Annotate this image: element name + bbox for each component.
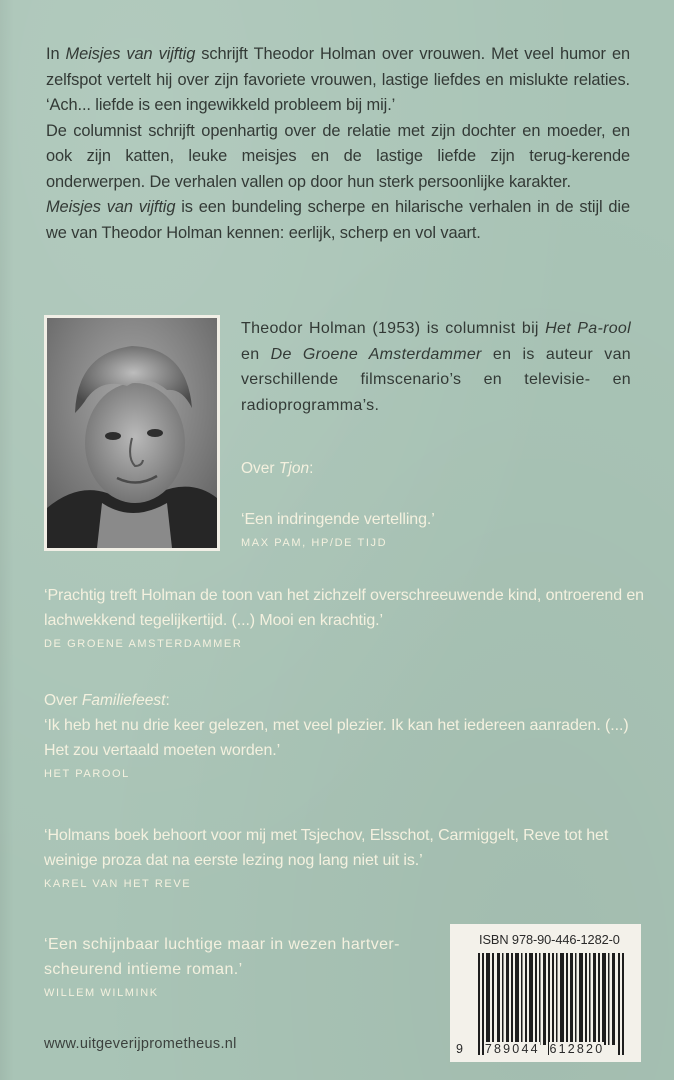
bio-text: Theodor Holman (1953) is columnist bij xyxy=(241,320,546,337)
review-source: WILLEM WILMINK xyxy=(44,987,159,999)
book-title: Meisjes van vijftig xyxy=(46,198,176,216)
blurb-text: schrijft Theodor Holman over vrouwen. Met veel humor en zelfspot vertelt hij over zijn favoriete vrouwen, lastige liefdes en mislukte relaties. ‘Ach... liefde is een ingewikkeld probleem bij mij.’ xyxy=(46,45,630,114)
review-familiefeest xyxy=(44,689,644,783)
punctuation: : xyxy=(309,460,314,477)
blurb-text: In xyxy=(46,45,66,63)
newspaper-name: Het Pa-rool xyxy=(545,320,631,337)
review-quote: ‘Een schijnbaar luchtige maar in wezen hartver-scheurend intieme roman.’ xyxy=(44,936,400,978)
review-heading xyxy=(241,457,641,481)
review-quote: ‘Ik heb het nu drie keer gelezen, met veel plezier. Ik kan het iedereen aanraden. (...) Het zou vertaald moeten worden.’ xyxy=(44,717,629,759)
over-label: Over xyxy=(241,460,279,477)
review-quote: ‘Prachtig treft Holman de toon van het zichzelf overschreeuwende kind, ontroerend en lachwekkend tegelijkertijd. (...) Mooi en krachtig.’ xyxy=(44,587,644,629)
book-title: Meisjes van vijftig xyxy=(65,45,196,63)
isbn-barcode xyxy=(450,924,641,1062)
punctuation: : xyxy=(165,692,170,709)
blurb-paragraph-2: De columnist schrijft openhartig over de relatie met zijn dochter en moeder, en ook zijn katten, leuke meisjes en de lastige liefde zijn terug-kerende onderwerpen. De verhalen vallen op door hun sterk persoonlijke karakter. xyxy=(46,121,630,191)
blurb-paragraph-3 xyxy=(46,195,630,246)
review-source: HET PAROOL xyxy=(44,768,130,780)
barcode-digit-group-2: 612820 xyxy=(549,1042,605,1056)
review-van-het-reve xyxy=(44,823,644,893)
review-source: DE GROENE AMSTERDAMMER xyxy=(44,638,243,650)
review-quote: ‘Holmans boek behoort voor mij met Tsjechov, Elsschot, Carmiggelt, Reve tot het weinige proza dat na eerste lezing nog lang niet uit is.’ xyxy=(44,827,609,869)
barcode-digit-group-1: 789044 xyxy=(484,1042,540,1056)
author-portrait-image xyxy=(47,318,217,548)
author-bio xyxy=(241,316,631,418)
portrait-illustration xyxy=(47,318,217,548)
review-source: KAREL VAN HET REVE xyxy=(44,878,192,890)
bio-text: en is auteur van verschillende filmscenario’s en televisie- en radioprogramma’s. xyxy=(241,345,631,414)
over-label: Over xyxy=(44,692,82,709)
review-wilmink xyxy=(44,932,424,1002)
referenced-book-title: Tjon xyxy=(278,460,310,477)
review-source: MAX PAM, HP/DE TIJD xyxy=(241,537,388,549)
publisher-url[interactable]: www.uitgeverijprometheus.nl xyxy=(44,1036,237,1052)
review-groene xyxy=(44,583,644,653)
review-heading xyxy=(44,689,644,713)
blurb-text: is een bundeling scherpe en hilarische verhalen in de stijl die we van Theodor Holman kennen: eerlijk, scherp en vol vaart. xyxy=(46,198,630,242)
magazine-name: De Groene Amsterdammer xyxy=(270,345,482,363)
author-photo xyxy=(44,315,220,551)
book-blurb xyxy=(46,42,630,246)
isbn-label: ISBN 978-90-446-1282-0 xyxy=(479,932,620,947)
bio-text: en xyxy=(241,345,271,363)
review-tjon xyxy=(241,457,641,552)
barcode-bars xyxy=(478,953,624,1055)
barcode-digits xyxy=(456,1042,636,1056)
review-quote: ‘Een indringende vertelling.’ xyxy=(241,511,435,528)
referenced-book-title: Familiefeest xyxy=(81,692,166,709)
blurb-paragraph-1 xyxy=(46,42,630,119)
barcode-lead-digit: 9 xyxy=(456,1042,466,1056)
